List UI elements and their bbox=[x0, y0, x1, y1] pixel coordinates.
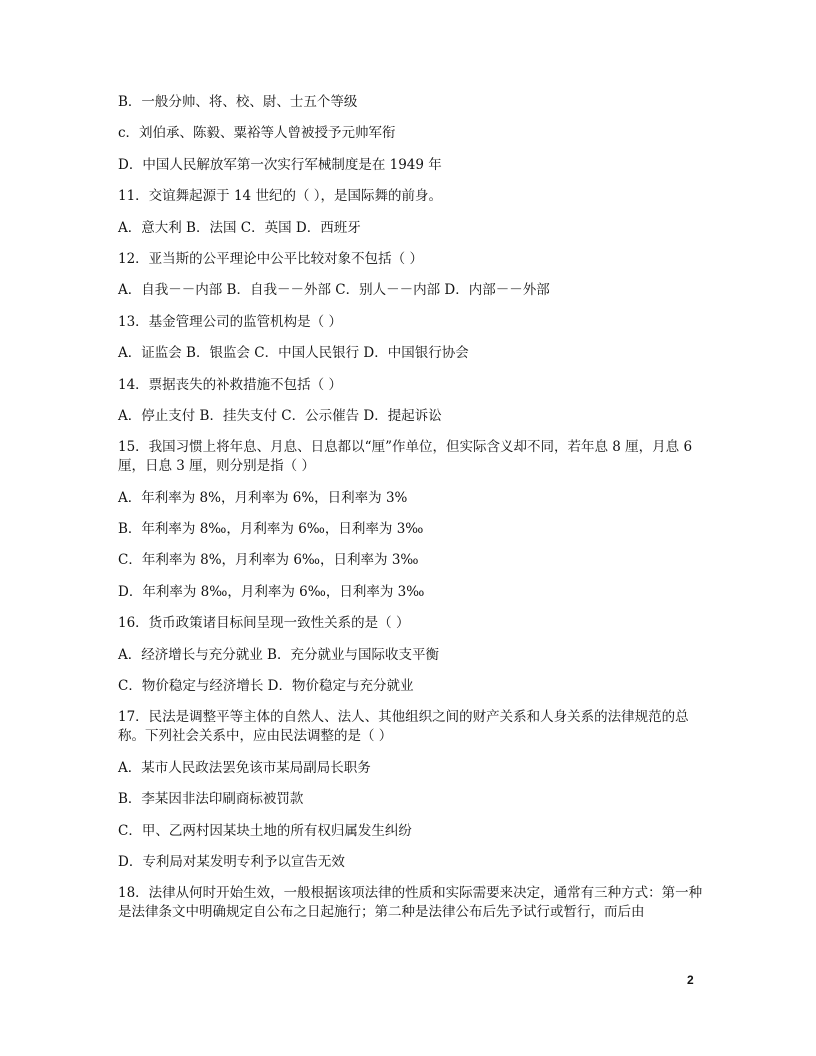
question-12: 12．亚当斯的公平理论中公平比较对象不包括（ ） bbox=[118, 250, 423, 267]
question-17: 17．民法是调整平等主体的自然人、法人、其他组织之间的财产关系和人身关系的法律规范的总称。下列社会关系中，应由民法调整的是（ ） bbox=[118, 709, 689, 745]
question-13: 13．基金管理公司的监管机构是（ ） bbox=[118, 313, 342, 330]
question-13-options: A．证监会 B．银监会 C．中国人民银行 D．中国银行协会 bbox=[118, 345, 469, 362]
option-line: c．刘伯承、陈毅、粟裕等人曾被授予元帅军衔 bbox=[118, 125, 396, 142]
question-16: 16．货币政策诸目标间呈现一致性关系的是（ ） bbox=[118, 615, 410, 632]
question-text-block bbox=[118, 93, 703, 935]
question-18: 18．法律从何时开始生效，一般根据该项法律的性质和实际需要来决定，通常有三种方式：第一种是法律条文中明确规定自公布之日起施行；第二种是法律公布后先予试行或暂行，而后由 bbox=[118, 885, 703, 921]
question-15-option-d: D．年利率为 8‰，月利率为 6‰，日利率为 3‰ bbox=[118, 583, 425, 600]
page-number: 2 bbox=[687, 973, 694, 987]
question-17-option-a: A．某市人民政法罢免该市某局副局长职务 bbox=[118, 759, 371, 776]
question-15-option-c: C．年利率为 8%，月利率为 6‰，日利率为 3‰ bbox=[118, 552, 419, 569]
question-11-options: A．意大利 B．法国 C．英国 D．西班牙 bbox=[118, 219, 361, 236]
option-line: D．中国人民解放军第一次实行军械制度是在 1949 年 bbox=[118, 156, 442, 173]
question-17-option-b: B．李某因非法印刷商标被罚款 bbox=[118, 791, 304, 808]
question-14: 14．票据丧失的补救措施不包括（ ） bbox=[118, 376, 342, 393]
question-17-option-c: C．甲、乙两村因某块土地的所有权归属发生纠纷 bbox=[118, 822, 412, 839]
question-15-option-a: A．年利率为 8%，月利率为 6%，日利率为 3% bbox=[118, 489, 408, 506]
question-12-options: A．自我－－内部 B．自我－－外部 C．别人－－内部 D．内部－－外部 bbox=[118, 282, 550, 299]
question-15-option-b: B．年利率为 8‰，月利率为 6‰，日利率为 3‰ bbox=[118, 521, 424, 538]
option-line: B．一般分帅、将、校、尉、士五个等级 bbox=[118, 94, 358, 110]
question-15: 15．我国习惯上将年息、月息、日息都以“厘”作单位，但实际含义却不同，若年息 8 厘，月息 6 厘，日息 3 厘，则分别是指（ ） bbox=[118, 439, 693, 475]
question-17-option-d: D．专利局对某发明专利予以宣告无效 bbox=[118, 853, 345, 870]
question-11: 11．交谊舞起源于 14 世纪的（ ），是国际舞的前身。 bbox=[118, 188, 442, 205]
question-16-options-cd: C．物价稳定与经济增长 D．物价稳定与充分就业 bbox=[118, 678, 414, 695]
question-14-options: A．停止支付 B．挂失支付 C．公示催告 D．提起诉讼 bbox=[118, 407, 442, 424]
question-16-options-ab: A．经济增长与充分就业 B．充分就业与国际收支平衡 bbox=[118, 646, 439, 663]
